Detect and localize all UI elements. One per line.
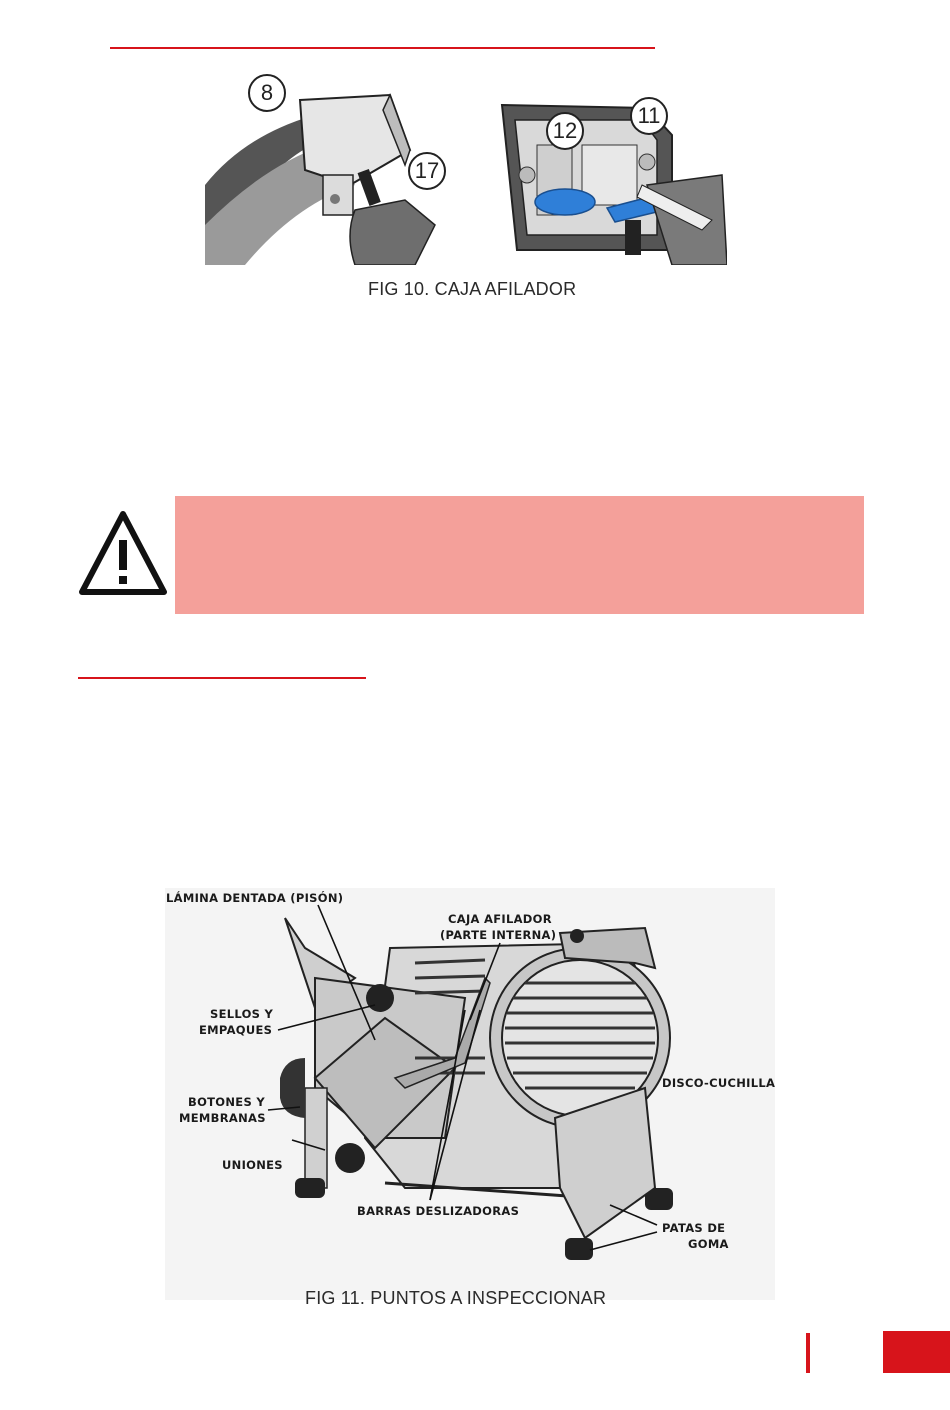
label-caja-afilador-1: CAJA AFILADOR (448, 912, 552, 926)
label-patas-2: GOMA (688, 1237, 729, 1251)
callout-8: 8 (248, 74, 286, 112)
label-sellos-1: SELLOS Y (210, 1007, 274, 1021)
fig11-caption: FIG 11. PUNTOS A INSPECCIONAR (305, 1288, 607, 1308)
callout-11: 11 (630, 97, 668, 135)
page-number-tab (883, 1331, 950, 1373)
label-lamina-dentada: LÁMINA DENTADA (PISÓN) (166, 891, 344, 905)
label-disco-cuchilla: DISCO-CUCHILLA (662, 1076, 776, 1090)
fig10-caption: FIG 10. CAJA AFILADOR (368, 279, 577, 299)
label-botones-2: MEMBRANAS (179, 1111, 266, 1125)
label-caja-afilador-2: (PARTE INTERNA) (440, 928, 557, 942)
callout-17: 17 (408, 152, 446, 190)
footer-red-bar (806, 1333, 810, 1373)
label-botones-1: BOTONES Y (188, 1095, 265, 1109)
label-uniones: UNIONES (222, 1158, 283, 1172)
callout-12: 12 (546, 112, 584, 150)
label-barras-deslizadoras: BARRAS DESLIZADORAS (357, 1204, 520, 1218)
label-sellos-2: EMPAQUES (199, 1023, 273, 1037)
label-patas-1: PATAS DE (662, 1221, 726, 1235)
